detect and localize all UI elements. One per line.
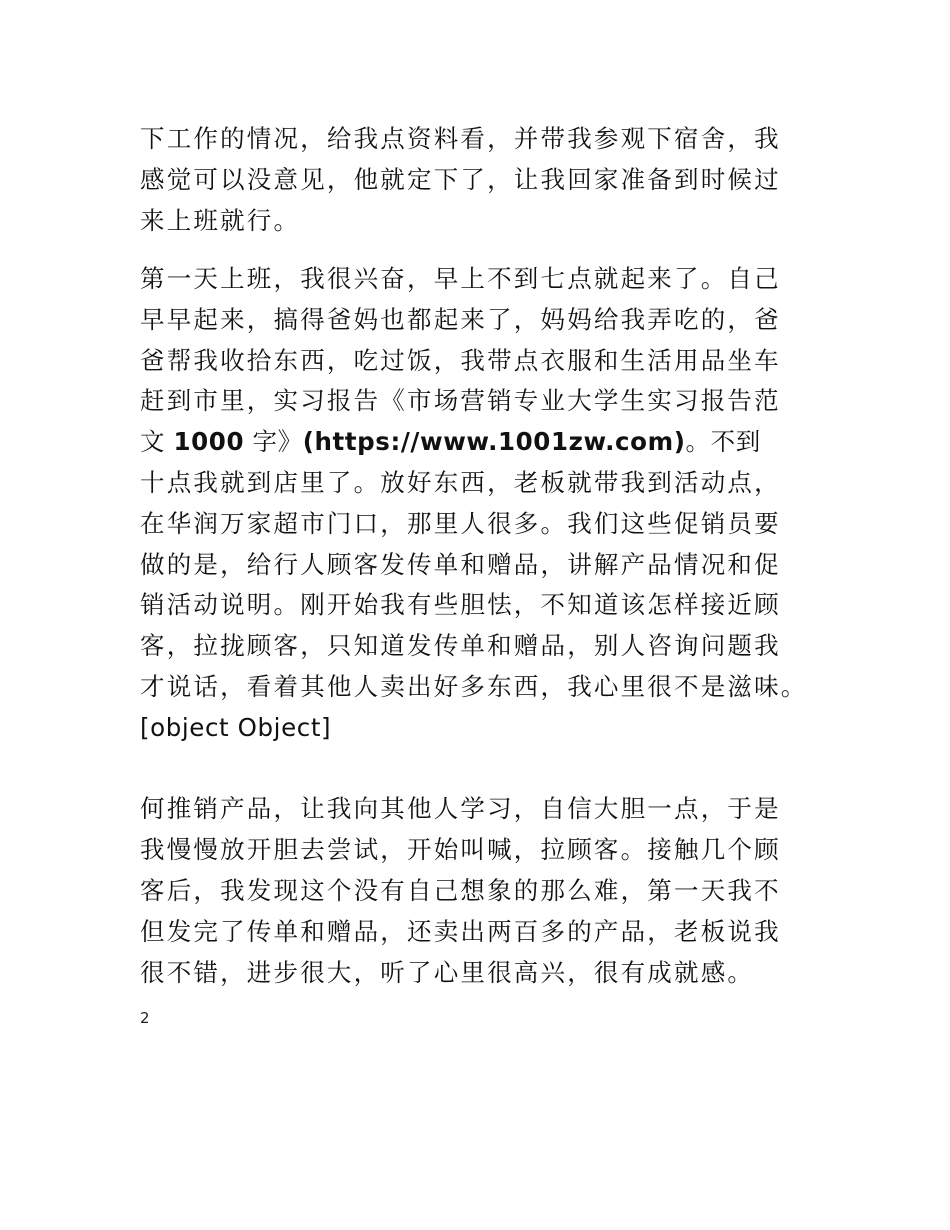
text-line [140,993,808,1034]
text-line: 何推销产品，让我向其他人学习，自信大胆一点，于是 [140,794,781,824]
bold-url: (https://www.1001zw.com) [302,427,686,457]
text-line: 我慢慢放开胆去尝试，开始叫喊，拉顾客。接触几个顾 [140,835,781,865]
page-number: 2 [140,1009,150,1027]
text-line-with-bold [140,749,808,790]
line-text: 。不到 [685,427,761,457]
text-line: 来上班就行。 [140,205,301,235]
bold-number: 1000 [173,427,245,457]
text-line: 感觉可以没意见，他就定下了，让我回家准备到时候过 [140,164,781,194]
text-line: 早早起来，搞得爸妈也都起来了，妈妈给我弄吃的，爸 [140,304,781,334]
text-line-with-link [140,422,808,463]
text-line: 下工作的情况，给我点资料看，并带我参观下宿舍，我 [140,124,781,153]
text-line: 在华润万家超市门口，那里人很多。我们这些促销员要 [140,508,781,538]
text-line: 爸帮我收拾东西，吃过饭，我带点衣服和生活用品坐车 [140,345,781,375]
text-line: 第一天上班，我很兴奋，早上不到七点就起来了。自己 [140,264,781,293]
text-line: 客，拉拢顾客，只知道发传单和赠品，别人咨询问题我 [140,631,781,661]
text-line: 客后，我发现这个没有自己想象的那么难，第一天我不 [140,875,781,905]
text-line: 做的是，给行人顾客发传单和赠品，讲解产品情况和促 [140,549,781,579]
text-line: 但发完了传单和赠品，还卖出两百多的产品，老板说我 [140,916,781,946]
paragraph-1 [140,119,781,241]
paragraph-2 [140,259,808,1034]
text-line: [object Object] [140,712,332,742]
line-text: 字》 [244,427,303,457]
text-line: 很不错，进步很大，听了心里很高兴，很有成就感。 [140,957,755,987]
text-line: 赶到市里，实习报告《市场营销专业大学生实习报告范 [140,386,781,416]
line-text: 文 [140,427,174,457]
text-line: 十点我就到店里了。放好东西，老板就带我到活动点， [140,467,781,497]
text-line: 销活动说明。刚开始我有些胆怯，不知道该怎样接近顾 [140,590,781,620]
text-line: 才说话，看着其他人卖出好多东西，我心里很不是滋味。 [140,671,808,701]
